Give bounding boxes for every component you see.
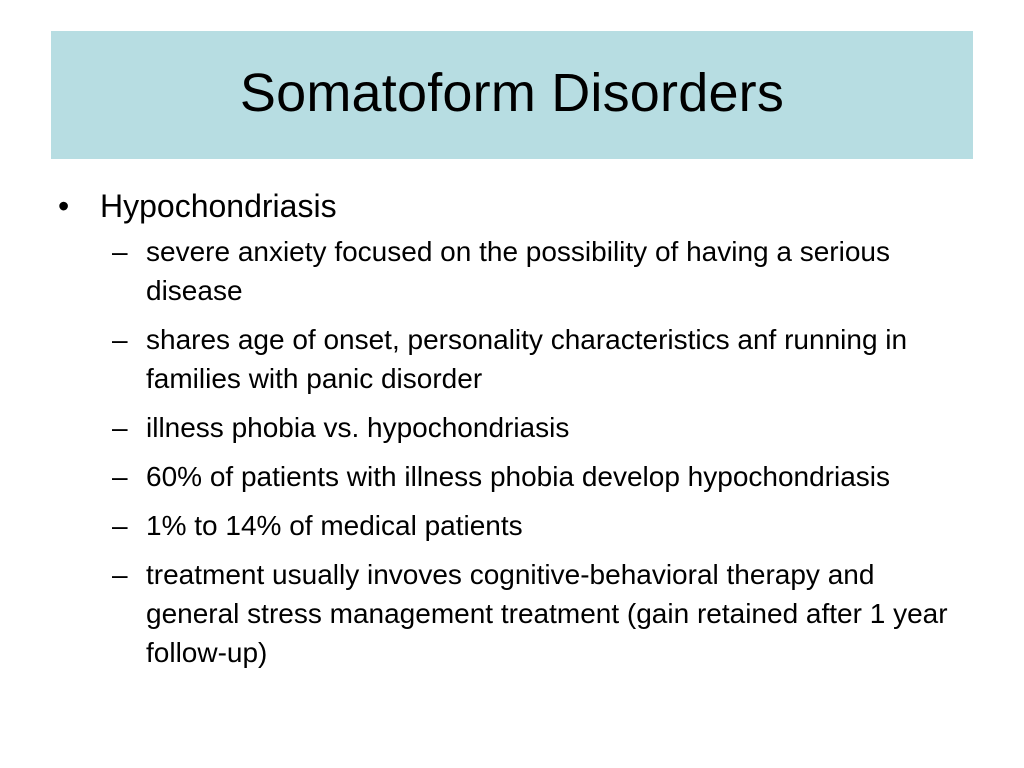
bullet-marker: • [58,188,70,224]
sub-bullet-marker: – [112,324,128,355]
sub-bullet-text: 60% of patients with illness phobia develop hypochondriasis [146,461,891,492]
sub-bullet-item [112,232,958,310]
sub-bullet-marker: – [112,559,128,590]
sub-bullet-marker: – [112,461,128,492]
sub-bullet-text: shares age of onset, personality characteristics anf running in families with panic disorder [146,324,908,394]
sub-bullet-text: illness phobia vs. hypochondriasis [146,412,570,443]
sub-bullet-list [112,232,958,672]
sub-bullet-text: 1% to 14% of medical patients [146,510,523,541]
sub-bullet-item [112,506,958,545]
bullet-label: Hypochondriasis [100,188,337,224]
sub-bullet-text: treatment usually invoves cognitive-behavioral therapy and general stress management treatment (gain retained after 1 year follow-up) [146,559,948,668]
sub-bullet-item [112,320,958,398]
slide-content [58,186,958,682]
sub-bullet-item [112,555,958,672]
title-band [51,31,973,159]
bullet-item [58,186,958,226]
slide-title: Somatoform Disorders [239,63,785,123]
sub-bullet-text: severe anxiety focused on the possibility of having a serious disease [146,236,890,306]
sub-bullet-item [112,457,958,496]
sub-bullet-item [112,408,958,447]
sub-bullet-marker: – [112,236,128,267]
sub-bullet-marker: – [112,412,128,443]
sub-bullet-marker: – [112,510,128,541]
